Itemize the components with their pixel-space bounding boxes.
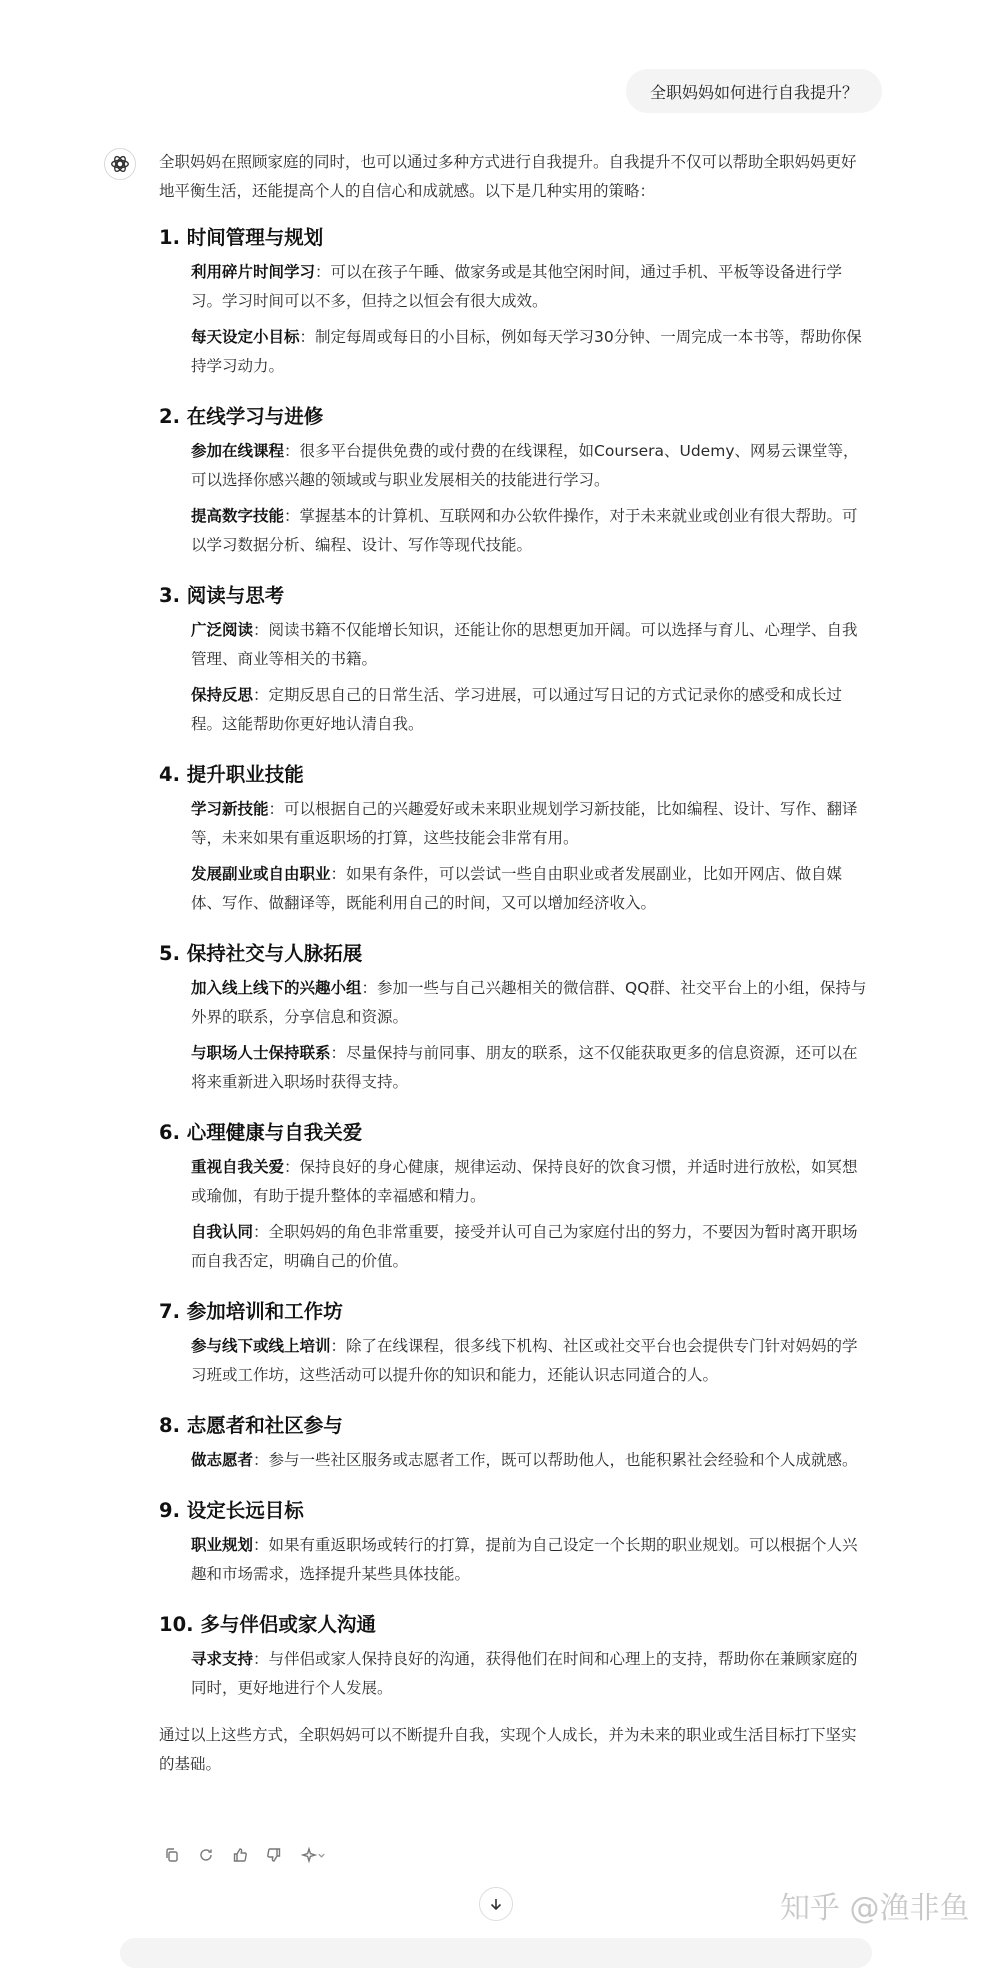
item-text: ：参加一些与自己兴趣相关的微信群、QQ群、社交平台上的小组，保持与外界的联系，分享信息和资源。 (191, 979, 867, 1026)
item-text: ：如果有重返职场或转行的打算，提前为自己设定一个长期的职业规划。可以根据个人兴趣和市场需求，选择提升某些具体技能。 (191, 1536, 858, 1583)
item-text: ：全职妈妈的角色非常重要，接受并认可自己为家庭付出的努力，不要因为暂时离开职场而自我否定，明确自己的价值。 (191, 1223, 858, 1270)
section-item (191, 258, 871, 316)
item-text: ：可以根据自己的兴趣爱好或未来职业规划学习新技能，比如编程、设计、写作、翻译等，未来如果有重返职场的打算，这些技能会非常有用。 (191, 800, 858, 847)
item-text: ：参与一些社区服务或志愿者工作，既可以帮助他人，也能积累社会经验和个人成就感。 (253, 1451, 858, 1469)
item-label: 利用碎片时间学习 (191, 263, 316, 281)
item-text: ：掌握基本的计算机、互联网和办公软件操作，对于未来就业或创业有很大帮助。可以学习数据分析、编程、设计、写作等现代技能。 (191, 507, 858, 554)
section-item (191, 860, 871, 918)
item-label: 与职场人士保持联系 (191, 1044, 331, 1062)
item-label: 提高数字技能 (191, 507, 285, 525)
item-label: 每天设定小目标 (191, 328, 300, 346)
item-label: 参加在线课程 (191, 442, 285, 460)
message-composer[interactable] (120, 1938, 872, 1968)
assistant-response (159, 148, 871, 1779)
item-label: 加入线上线下的兴趣小组 (191, 979, 362, 997)
chevron-down-icon (317, 1851, 326, 1860)
section-heading: 2. 在线学习与进修 (159, 405, 324, 428)
item-label: 职业规划 (191, 1536, 254, 1554)
section-item (191, 1645, 871, 1703)
item-text: ：定期反思自己的日常生活、学习进展，可以通过写日记的方式记录你的感受和成长过程。这能帮助你更好地认清自我。 (191, 686, 843, 733)
section-item (191, 1531, 871, 1589)
section-item (191, 323, 871, 381)
item-text: ：很多平台提供免费的或付费的在线课程，如Coursera、Udemy、网易云课堂等，可以选择你感兴趣的领域或与职业发展相关的技能进行学习。 (191, 442, 859, 489)
item-label: 自我认同 (191, 1223, 254, 1241)
item-label: 发展副业或自由职业 (191, 865, 331, 883)
section-heading: 1. 时间管理与规划 (159, 226, 324, 249)
section-heading: 9. 设定长远目标 (159, 1499, 304, 1522)
section-heading: 4. 提升职业技能 (159, 763, 304, 786)
section-heading: 5. 保持社交与人脉拓展 (159, 942, 363, 965)
section-heading: 7. 参加培训和工作坊 (159, 1300, 343, 1323)
section-item (191, 681, 871, 739)
item-label: 广泛阅读 (191, 621, 254, 639)
thumbs-up-icon[interactable] (228, 1843, 252, 1867)
section-heading: 8. 志愿者和社区参与 (159, 1414, 343, 1437)
response-sections (159, 224, 871, 1703)
section-item (191, 1446, 871, 1475)
section-item (191, 502, 871, 560)
arrow-down-icon (488, 1896, 504, 1912)
item-text: ：制定每周或每日的小目标，例如每天学习30分钟、一周完成一本书等，帮助你保持学习动力。 (191, 328, 862, 375)
section-item (191, 616, 871, 674)
item-label: 参与线下或线上培训 (191, 1337, 331, 1355)
section-item (191, 1039, 871, 1097)
item-text: ：尽量保持与前同事、朋友的联系，这不仅能获取更多的信息资源，还可以在将来重新进入职场时获得支持。 (191, 1044, 858, 1091)
response-intro: 全职妈妈在照顾家庭的同时，也可以通过多种方式进行自我提升。自我提升不仅可以帮助全职妈妈更好地平衡生活，还能提高个人的自信心和成就感。以下是几种实用的策略： (159, 153, 857, 200)
item-text: ：除了在线课程，很多线下机构、社区或社交平台也会提供专门针对妈妈的学习班或工作坊，这些活动可以提升你的知识和能力，还能认识志同道合的人。 (191, 1337, 858, 1384)
thumbs-down-icon[interactable] (262, 1843, 286, 1867)
response-conclusion: 通过以上这些方式，全职妈妈可以不断提升自我，实现个人成长，并为未来的职业或生活目标打下坚实的基础。 (159, 1726, 857, 1773)
item-text: ：阅读书籍不仅能增长知识，还能让你的思想更加开阔。可以选择与育儿、心理学、自我管理、商业等相关的书籍。 (191, 621, 858, 668)
item-label: 寻求支持 (191, 1650, 254, 1668)
section-item (191, 437, 871, 495)
item-text: ：保持良好的身心健康，规律运动、保持良好的饮食习惯，并适时进行放松，如冥想或瑜伽，有助于提升整体的幸福感和精力。 (191, 1158, 858, 1205)
section-item (191, 1218, 871, 1276)
section-item (191, 795, 871, 853)
section-item (191, 1332, 871, 1390)
copy-icon[interactable] (160, 1843, 184, 1867)
item-text: ：与伴侣或家人保持良好的沟通，获得他们在时间和心理上的支持，帮助你在兼顾家庭的同时，更好地进行个人发展。 (191, 1650, 858, 1697)
item-text: ：如果有条件，可以尝试一些自由职业或者发展副业，比如开网店、做自媒体、写作、做翻译等，既能利用自己的时间，又可以增加经济收入。 (191, 865, 843, 912)
openai-logo-icon (109, 153, 131, 175)
section-heading: 10. 多与伴侣或家人沟通 (159, 1613, 376, 1636)
item-label: 学习新技能 (191, 800, 269, 818)
scroll-to-bottom-button[interactable] (479, 1887, 513, 1921)
section-item (191, 974, 871, 1032)
assistant-avatar (104, 148, 136, 180)
section-heading: 3. 阅读与思考 (159, 584, 285, 607)
user-message-bubble (626, 69, 882, 113)
item-label: 保持反思 (191, 686, 254, 704)
section-item (191, 1153, 871, 1211)
section-heading: 6. 心理健康与自我关爱 (159, 1121, 363, 1144)
regenerate-icon[interactable] (194, 1843, 218, 1867)
zhihu-watermark: 知乎 @渔非鱼 (780, 1891, 970, 1926)
item-text: ：可以在孩子午睡、做家务或是其他空闲时间，通过手机、平板等设备进行学习。学习时间可以不多，但持之以恒会有很大成效。 (191, 263, 843, 310)
item-label: 重视自我关爱 (191, 1158, 285, 1176)
item-label: 做志愿者 (191, 1451, 254, 1469)
message-actions (160, 1843, 330, 1867)
sparkle-icon[interactable] (296, 1843, 330, 1867)
user-message-text: 全职妈妈如何进行自我提升？ (650, 82, 859, 102)
